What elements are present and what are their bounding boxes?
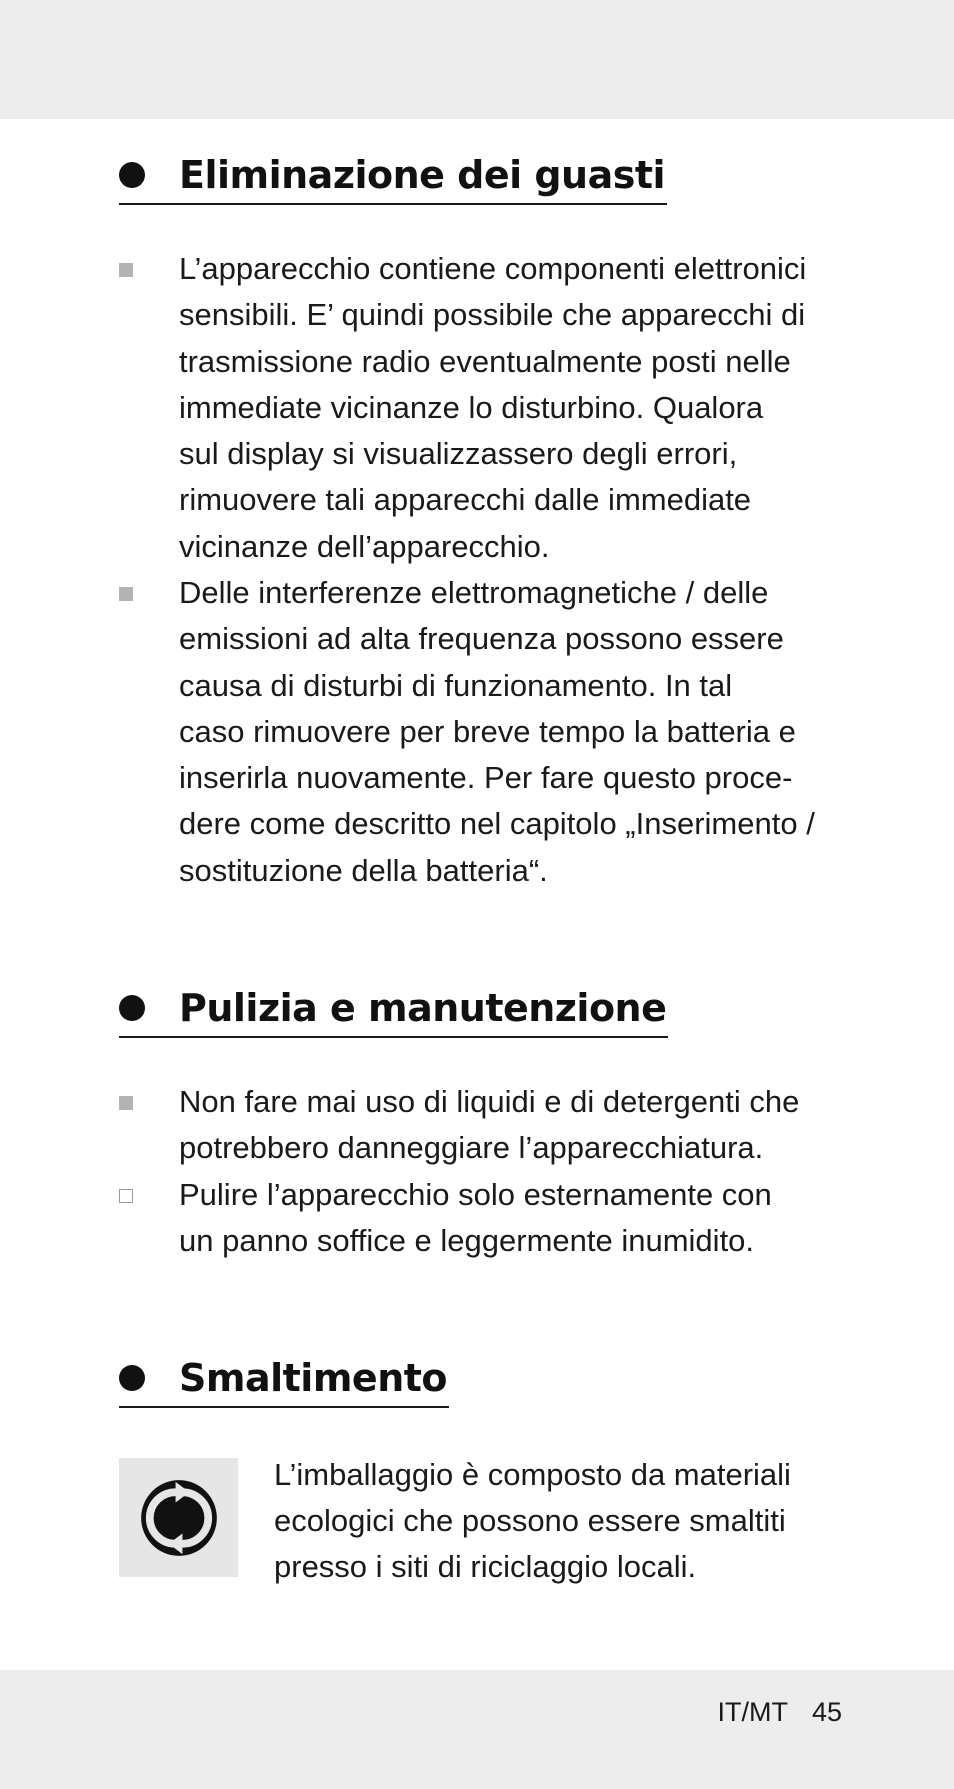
section-heading-troubleshooting (119, 147, 667, 205)
section-heading-cleaning (119, 980, 668, 1038)
green-dot-recycling-icon (136, 1475, 222, 1561)
square-bullet-icon (119, 263, 133, 277)
list-item-text: Delle interferenze elettromagnetiche / delle emissioni ad alta frequenza possono essere causa di disturbi di funzionamento. In tal caso rimuovere per breve tempo la batteria e inserirla nuovamente. Per fare questo proce- dere come descritto nel capitolo „Inserimento / sostituzione della batteria“. (179, 575, 815, 888)
page-number: 45 (811, 1697, 842, 1727)
disposal-text: L’imballaggio è composto da materiali ecologici che possono essere smaltiti presso i siti di riciclaggio locali. (274, 1457, 791, 1584)
list-item-text: Pulire l’apparecchio solo esternamente con un panno soffice e leggermente inumidito. (179, 1177, 772, 1259)
language-code: IT/MT (717, 1697, 788, 1727)
list-item (119, 246, 839, 570)
section-title: Smaltimento (179, 1356, 448, 1400)
hollow-square-bullet-icon (119, 1189, 133, 1203)
page-footer (717, 1697, 842, 1728)
heading-bullet-icon (119, 162, 145, 188)
list-item (119, 1172, 839, 1265)
list-item-text: L’apparecchio contiene componenti elettronici sensibili. E’ quindi possibile che apparecchi di trasmissione radio eventualmente posti nelle immediate vicinanze lo disturbino. Qualora sul display si visualizzassero degli errori, rimuovere tali apparecchi dalle immediate vicinanze dell’apparecchio. (179, 251, 807, 564)
section-heading-disposal (119, 1350, 449, 1408)
square-bullet-icon (119, 587, 133, 601)
section-title: Pulizia e manutenzione (179, 986, 667, 1030)
list-item (119, 1079, 839, 1172)
heading-bullet-icon (119, 995, 145, 1021)
list-item (119, 570, 839, 894)
recycling-symbol-box (119, 1458, 238, 1577)
list-item-text: Non fare mai uso di liquidi e di detergenti che potrebbero danneggiare l’apparecchiatura. (179, 1084, 800, 1166)
square-bullet-icon (119, 1096, 133, 1110)
top-band (0, 0, 954, 119)
bottom-band (0, 1670, 954, 1789)
section-title: Eliminazione dei guasti (179, 153, 666, 197)
heading-bullet-icon (119, 1365, 145, 1391)
